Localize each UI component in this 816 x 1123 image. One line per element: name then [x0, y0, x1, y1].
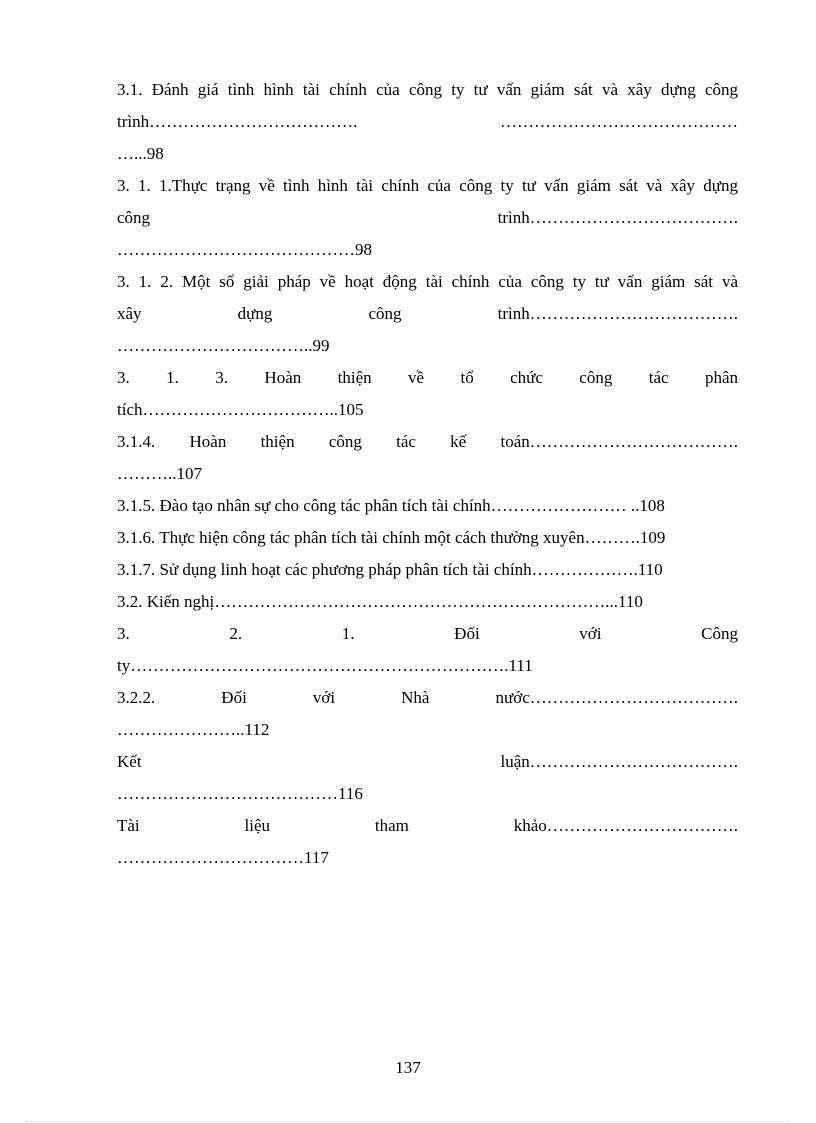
toc-entry-3-1-7 [117, 554, 738, 586]
toc-entry-3-1-2 [117, 266, 738, 362]
toc-line: Tài liệu tham khảo……………………………. [117, 816, 738, 835]
toc-line: công trình………………………………. [117, 208, 738, 227]
toc-entry-3-1 [117, 74, 738, 170]
toc-line: ……………………………..99 [117, 336, 330, 355]
toc-entry-references [117, 810, 738, 874]
toc-entry-3-1-6 [117, 522, 738, 554]
toc-line: ………..107 [117, 464, 202, 483]
toc-line: …………………..112 [117, 720, 270, 739]
toc-line: 3.1.5. Đào tạo nhân sự cho công tác phân tích tài chính…………………… ..108 [117, 496, 665, 515]
toc-line: 3.2.2. Đối với Nhà nước………………………………. [117, 688, 738, 707]
toc-entry-conclusion [117, 746, 738, 810]
toc-line: 3.1.7. Sử dụng linh hoạt các phương pháp phân tích tài chính……………….110 [117, 560, 663, 579]
toc-line: trình………………………………. …………………………………… [117, 112, 738, 131]
toc-line: …………………………………116 [117, 784, 363, 803]
toc-line: Kết luận………………………………. [117, 752, 738, 771]
toc-line: 3.1.6. Thực hiện công tác phân tích tài chính một cách thường xuyên……….109 [117, 528, 666, 547]
toc-entry-3-1-4 [117, 426, 738, 490]
toc-line: 3.1. Đánh giá tình hình tài chính của công ty tư vấn giám sát và xây dựng công [117, 80, 738, 99]
toc-entry-3-2 [117, 586, 738, 618]
toc-line: ty………………………………………………………….111 [117, 656, 533, 675]
toc-line: 3.2. Kiến nghị……………………………………………………………...110 [117, 592, 643, 611]
toc-entry-3-2-2 [117, 682, 738, 746]
toc-line: 3. 1. 2. Một số giải pháp về hoạt động tài chính của công ty tư vấn giám sát và [117, 272, 738, 291]
page-bottom-divider [26, 1121, 790, 1122]
toc-line: ……………………………………98 [117, 240, 372, 259]
toc-line: 3. 1. 3. Hoàn thiện về tổ chức công tác phân [117, 368, 738, 387]
toc-entry-3-1-1 [117, 170, 738, 266]
toc-line: xây dựng công trình………………………………. [117, 304, 738, 323]
toc-line: 3. 1. 1.Thực trạng về tình hình tài chính của công ty tư vấn giám sát và xây dựng [117, 176, 738, 195]
toc-line: tích……………………………..105 [117, 400, 364, 419]
toc-entry-3-2-1 [117, 618, 738, 682]
table-of-contents [117, 74, 738, 874]
toc-entry-3-1-3 [117, 362, 738, 426]
toc-line: 3. 2. 1. Đối với Công [117, 624, 738, 643]
toc-line: ……………………………117 [117, 848, 329, 867]
toc-line: 3.1.4. Hoàn thiện công tác kế toán………………………………. [117, 432, 738, 451]
toc-entry-3-1-5 [117, 490, 738, 522]
page-number: 137 [395, 1058, 421, 1077]
toc-line: …...98 [117, 144, 164, 163]
